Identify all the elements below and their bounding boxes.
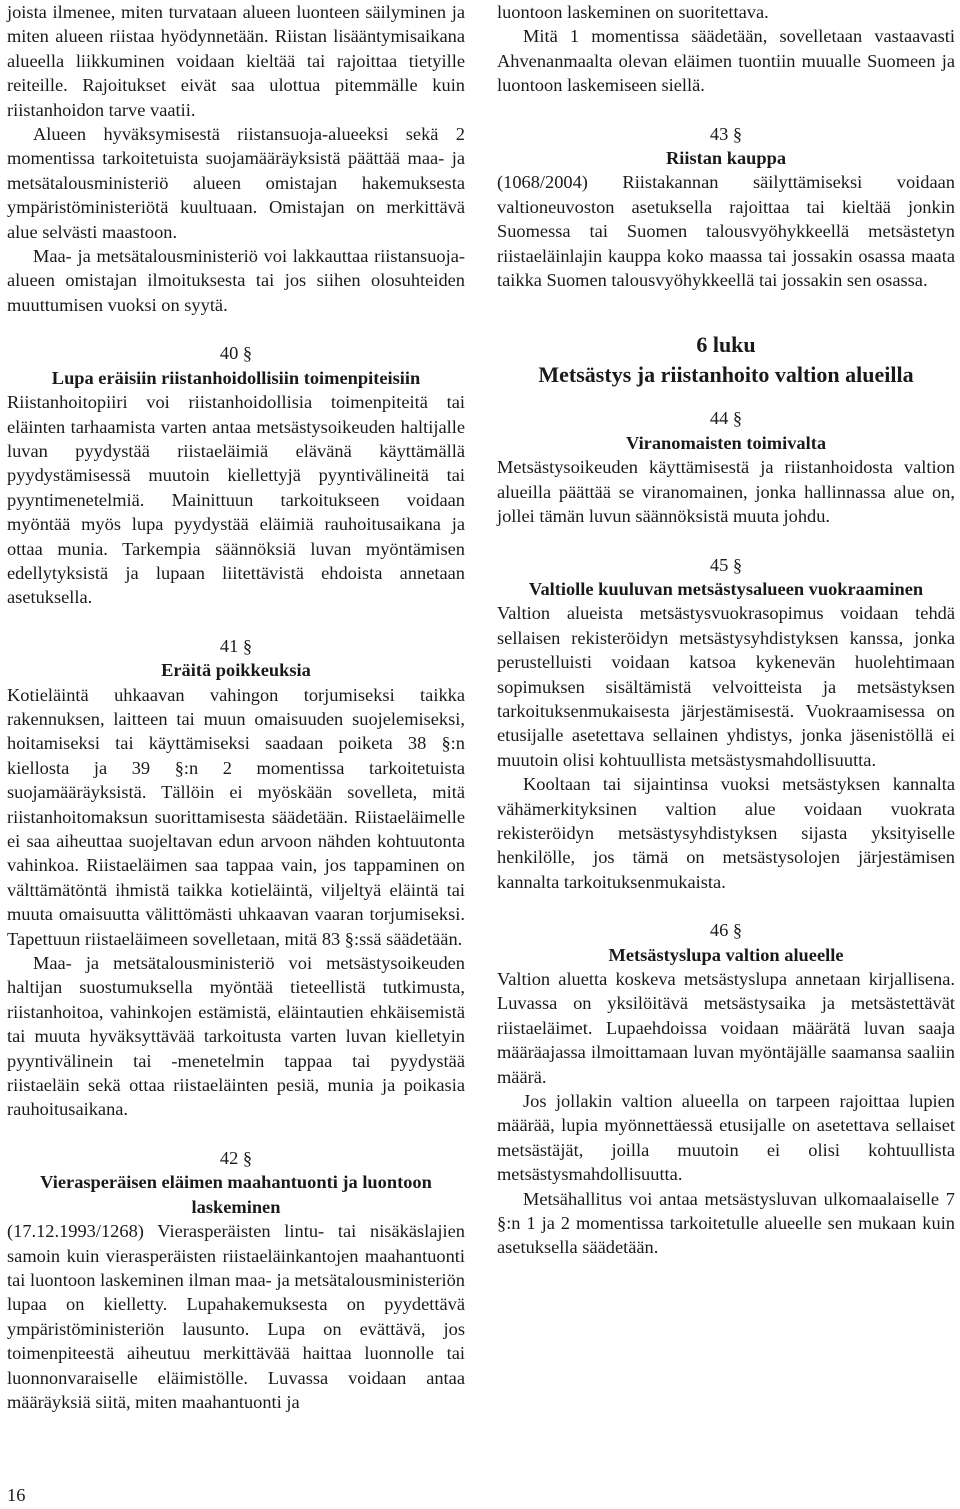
left-column <box>7 0 465 1414</box>
paragraph: Alueen hyväksymisestä riistansuoja-alueeksi sekä 2 momentissa tarkoitetuista suojamääräyksistä päättää maa- ja metsätalousministeriö alueen omistajan hakemuksesta ympäristöministeriötä kuultuaan. Omistajan on merkittävä alue selvästi maastoon. <box>7 124 465 242</box>
section-43 <box>497 122 955 293</box>
section-42 <box>7 1146 465 1414</box>
paragraph: Kotieläintä uhkaavan vahingon torjumiseksi taikka rakennuksen, laitteen tai muun omaisuuden suojelemiseksi, hoitamiseksi tai käyttämiseksi saadaan poiketa 38 §:n kiellosta ja 39 §:n 2 momentissa tarkoitetuista suojamääräyksistä. Tällöin ei myöskään sovelleta, mitä riistanhoitomaksun suorittamisesta säädetään. Riistaeläimelle ei saa aiheuttaa suojeltavan edun arvoon nähden kohtuutonta vahinkoa. Riistaeläimen saa tappaa vain, jos tappaminen on välttämätöntä ihmistä taikka kotieläintä, viljeltyä eläintä tai muuta omaisuutta välittömästi uhkaavan vaaran torjumiseksi. Tapettuun riistaeläimeen sovelletaan, mitä 83 §:ssä säädetään. <box>7 684 465 949</box>
paragraph: Valtion alueista metsästysvuokrasopimus voidaan tehdä sellaisen rekisteröidyn metsästysyhdistyksen kanssa, jonka perustelluisti voidaan katsoa kykenevän huolehtimaan sopimuksen sisältämistä velvoitteista ja metsästyksen tarkoituksenmukaisesta järjestämisestä. Vuokraamisessa on etusijalle asetettava sellainen yhdistys, jonka jäsenistöllä ei muutoin olisi kohtuullista metsästysmahdollisuutta. <box>497 603 955 770</box>
section-title: Riistan kauppa <box>665 148 787 169</box>
section-46 <box>497 918 955 1260</box>
paragraph: Metsähallitus voi antaa metsästysluvan ulkomaalaiselle 7 §:n 1 ja 2 momentissa tarkoitetulle alueelle sen mukaan kuin asetuksella säädetään. <box>497 1188 955 1258</box>
paragraph: Mitä 1 momentissa säädetään, sovelletaan vastaavasti Ahvenanmaalta olevan eläimen tuontiin muualle Suomeen ja luontoon laskemiseen siellä. <box>497 26 955 96</box>
section-number: 41 § <box>219 635 253 656</box>
section-title: Lupa eräisiin riistanhoidollisiin toimenpiteisiin <box>51 367 421 388</box>
page-number: 16 <box>7 1485 26 1505</box>
section-number: 43 § <box>709 123 743 144</box>
section-title: Eräitä poikkeuksia <box>161 660 311 681</box>
section-number: 46 § <box>709 920 743 941</box>
chapter-6 <box>497 330 955 390</box>
section-title: Vierasperäisen eläimen maahantuonti ja luontoon laskeminen <box>40 1172 432 1217</box>
chapter-number: 6 luku <box>696 332 756 358</box>
section-44 <box>497 406 955 528</box>
paragraph: (1068/2004) Riistakannan säilyttämiseksi voidaan valtioneuvoston asetuksella rajoittaa tai kieltää jonkin Suomessa tai Suomen talousvyöhykkeellä metsästetyn riistaeläinlajin kauppa koko maassa tai jossakin osassa maata taikka Suomen talousvyöhykkeellä tai jossakin sen osassa. <box>497 172 955 291</box>
right-column <box>497 0 955 1260</box>
paragraph: Jos jollakin valtion alueella on tarpeen rajoittaa lupien määrää, lupia myönnettäessä etusijalle on asetettava sellaiset metsästäjät, joilla muutoin ei olisi kohtuullista metsästysmahdollisuutta. <box>497 1091 955 1185</box>
paragraph: Kooltaan tai sijaintinsa vuoksi metsästyksen kannalta vähämerkityksinen valtion alue voidaan vuokrata rekisteröidyn metsästysyhdistyksen sijasta yksityiselle henkilölle, jos tämä on metsästysolojen järjestämisen kannalta tarkoituksenmukaista. <box>497 774 955 892</box>
paragraph: luontoon laskeminen on suoritettava. <box>497 2 769 22</box>
section-40 <box>7 341 465 609</box>
paragraph: Metsästysoikeuden käyttämisestä ja riistanhoidosta valtion alueilla päättää se viranomainen, jonka hallinnassa alue on, jollei tämän luvun säännöksistä muuta johdu. <box>497 457 955 527</box>
paragraph: Maa- ja metsätalousministeriö voi lakkauttaa riistansuoja-alueen omistajan ilmoituksesta tai jos siihen olosuhteiden muuttumisen vuoksi on syytä. <box>7 246 465 315</box>
paragraph: joista ilmenee, miten turvataan alueen luonteen säilyminen ja miten alueen riistaa hyödynnetään. Riistan lisääntymisaikana alueella liikkuminen voidaan kieltää tai rajoittaa tietyille reiteille. Rajoitukset eivät saa ulottua pitemmälle kuin riistanhoidon tarve vaatii. <box>7 2 465 120</box>
paragraph: (17.12.1993/1268) Vierasperäisten lintu- tai nisäkäslajien samoin kuin vierasperäisten riistaeläinkantojen maahantuonti tai luontoon laskeminen ilman maa- ja metsätalousministeriön lupaa on kielletty. Lupahakemuksesta on pyydettävä ympäristöministeriön lausunto. Lupa on evättävä, jos toimenpiteestä aiheutuu merkittävää haittaa luonnolle tai luonnonvaraiselle eläimistölle. Luvassa voidaan antaa määräyksiä siitä, miten maahantuonti ja <box>7 1221 465 1412</box>
section-title: Valtiolle kuuluvan metsästysalueen vuokraaminen <box>528 578 924 599</box>
section-number: 40 § <box>219 343 253 364</box>
paragraph: Riistanhoitopiiri voi riistanhoidollisia toimenpiteitä tai eläinten tarhaamista varten antaa metsästysoikeuden haltijalle luvan pyydystää riistaeläimiä elävänä käyttämällä pyydystämisessä muutoin kiellettyjä pyyntivälineitä tai pyyntimenetelmiä. Mainittuun tarkoitukseen voidaan myöntää myös lupa pyydystää eläimiä rauhoitusaikana ja ottaa munia. Tarkempia säännöksiä luvan myöntämisen edellytyksistä ja lupaan liitettävistä ehdoista annetaan asetuksella. <box>7 392 465 608</box>
paragraph: Maa- ja metsätalousministeriö voi metsästysoikeuden haltijan suostumuksella myöntää tieteellistä tutkimusta, riistanhoitoa, vahinkojen estämistä, eläintautien ehkäisemistä tai muuta hyväksyttävää tarkoitusta varten luvan kielletyin pyyntivälinein tai -menetelmin tappaa tai pyydystää riistaeläin sekä ottaa riistaeläinten pesiä, munia ja poikasia rauhoitusaikana. <box>7 953 465 1120</box>
paragraph: Valtion aluetta koskeva metsästyslupa annetaan kirjallisena. Luvassa on yksilöitävä metsästysaika ja metsästettävät riistaeläimet. Lupaehdoissa voidaan määrätä luvan saaja määräajassa ilmoittamaan luvan myöntäjälle saamansa saaliin määrä. <box>497 969 955 1087</box>
section-number: 44 § <box>709 408 743 429</box>
section-45 <box>497 553 955 895</box>
section-41 <box>7 634 465 1122</box>
section-title: Viranomaisten toimivalta <box>625 432 827 453</box>
section-number: 42 § <box>219 1147 253 1168</box>
section-title: Metsästyslupa valtion alueelle <box>608 944 844 965</box>
chapter-title: Metsästys ja riistanhoito valtion alueilla <box>538 362 914 388</box>
section-number: 45 § <box>709 554 743 575</box>
